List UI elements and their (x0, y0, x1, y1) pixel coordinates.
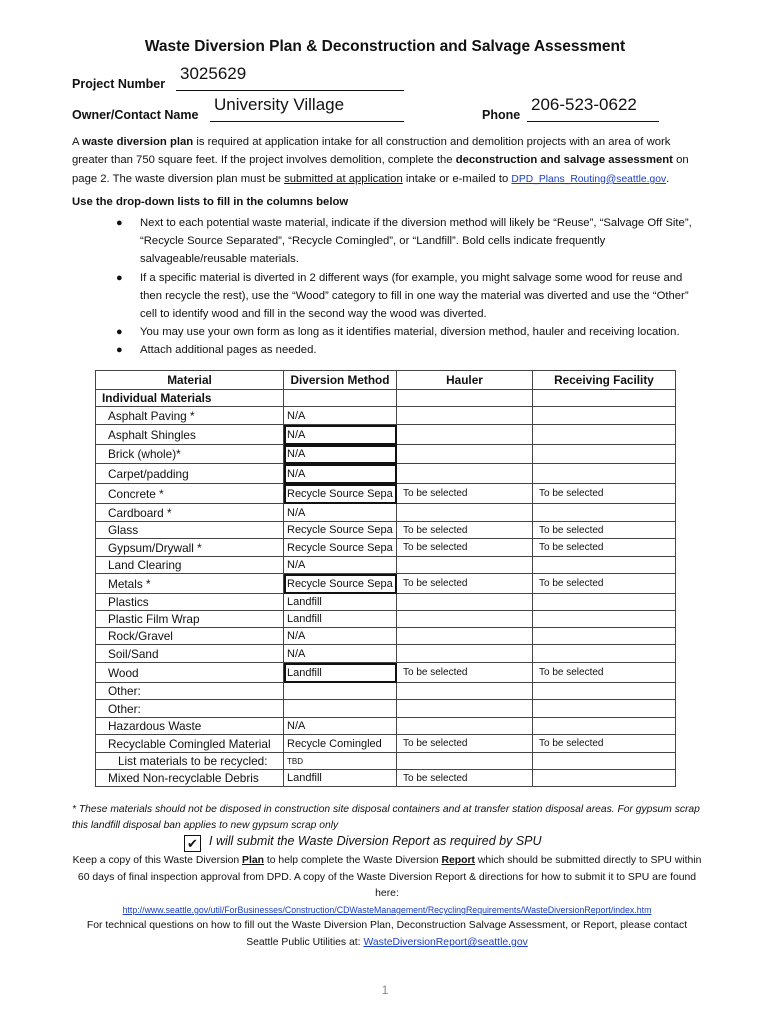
material-cell: Other: (96, 683, 284, 700)
material-cell: Recyclable Comingled Material (96, 735, 284, 753)
header-diversion-method: Diversion Method (284, 371, 397, 390)
receiving-facility-select[interactable] (533, 425, 676, 445)
material-cell: Soil/Sand (96, 645, 284, 663)
hauler-select[interactable]: To be selected (397, 663, 533, 683)
instruction-item (114, 323, 704, 341)
dropdown-heading: Use the drop-down lists to fill in the columns below (72, 196, 349, 208)
diversion-method-select[interactable]: Recycle Comingled (284, 735, 397, 753)
table-row (96, 770, 676, 787)
project-number-field[interactable]: 3025629 (176, 64, 404, 91)
receiving-facility-select[interactable] (533, 718, 676, 735)
hauler-select[interactable] (397, 753, 533, 770)
receiving-facility-select[interactable] (533, 557, 676, 574)
owner-label: Owner/Contact Name (72, 108, 199, 122)
intro-bold: deconstruction and salvage assessment (455, 154, 673, 167)
page-title: Waste Diversion Plan & Deconstruction and Salvage Assessment (144, 38, 626, 55)
header-material: Material (96, 371, 284, 390)
table-row (96, 683, 676, 700)
table-row (96, 407, 676, 425)
instruction-item (114, 269, 704, 324)
instruction-text: Attach additional pages as needed. (140, 344, 317, 357)
receiving-facility-select[interactable] (533, 683, 676, 700)
materials-table (95, 370, 676, 787)
section-row (96, 390, 676, 407)
hauler-select[interactable] (397, 718, 533, 735)
diversion-method-select[interactable]: Recycle Source Sepa (284, 484, 397, 504)
spu-email-link[interactable]: WasteDiversionReport@seattle.gov (363, 937, 528, 948)
table-header-row (96, 371, 676, 390)
intro-text: . (666, 172, 670, 185)
phone-field[interactable]: 206-523-0622 (527, 95, 659, 122)
receiving-facility-select[interactable]: To be selected (533, 574, 676, 594)
report-checkbox-label: I will submit the Waste Diversion Report as required by SPU (209, 834, 542, 848)
material-cell: Carpet/padding (96, 464, 284, 484)
receiving-facility-select[interactable] (533, 753, 676, 770)
hauler-select[interactable] (397, 557, 533, 574)
table-row (96, 718, 676, 735)
material-cell: Wood (96, 663, 284, 683)
material-cell: Land Clearing (96, 557, 284, 574)
section-label: Individual Materials (96, 390, 284, 407)
technical-questions: For technical questions on how to fill out the Waste Diversion Plan, Deconstruction Salvage Assessment, or Report, please contact (86, 920, 688, 931)
table-row (96, 539, 676, 557)
diversion-method-select[interactable]: Landfill (284, 770, 397, 787)
keep-copy-text: to help complete the Waste Diversion (263, 855, 442, 866)
intro-text: is required at application intake for all construction and demolition projects with an area of work greater than 750 square feet. If the project involves demolition, complete the (72, 136, 671, 167)
hauler-select[interactable] (397, 611, 533, 628)
project-number-label: Project Number (72, 77, 166, 91)
intro-paragraph (72, 133, 702, 189)
table-row (96, 700, 676, 718)
receiving-facility-select[interactable] (533, 464, 676, 484)
diversion-method-select[interactable]: Recycle Source Sepa (284, 574, 397, 594)
hauler-select[interactable]: To be selected (397, 484, 533, 504)
keep-copy-paragraph (72, 853, 702, 903)
material-cell: Concrete * (96, 484, 284, 504)
hauler-select[interactable] (397, 645, 533, 663)
hauler-select[interactable]: To be selected (397, 770, 533, 787)
receiving-facility-select[interactable] (533, 700, 676, 718)
hauler-select[interactable] (397, 700, 533, 718)
report-url-link[interactable]: http://www.seattle.gov/util/ForBusinesses/Construction/CDWasteManagement/RecyclingRequirements/WasteDiversionReport/index.htm (122, 905, 652, 915)
empty-cell (397, 390, 533, 407)
receiving-facility-select[interactable] (533, 611, 676, 628)
receiving-facility-select[interactable]: To be selected (533, 539, 676, 557)
hauler-select[interactable] (397, 407, 533, 425)
diversion-method-select[interactable]: Recycle Source Sepa (284, 539, 397, 557)
contact-prefix: Seattle Public Utilities at: (246, 937, 364, 948)
diversion-method-select[interactable]: N/A (284, 718, 397, 735)
intro-underline: submitted at application (284, 172, 403, 185)
empty-cell (533, 390, 676, 407)
diversion-method-select[interactable] (284, 700, 397, 718)
table-row (96, 645, 676, 663)
receiving-facility-select[interactable] (533, 628, 676, 645)
hauler-select[interactable] (397, 683, 533, 700)
receiving-facility-select[interactable] (533, 407, 676, 425)
table-row (96, 574, 676, 594)
material-cell: Glass (96, 522, 284, 539)
table-row (96, 557, 676, 574)
receiving-facility-select[interactable] (533, 445, 676, 464)
receiving-facility-select[interactable] (533, 645, 676, 663)
dpd-email-link[interactable]: DPD_Plans_Routing@seattle.gov (511, 173, 667, 185)
table-row (96, 464, 676, 484)
material-cell: Plastics (96, 594, 284, 611)
diversion-method-select[interactable]: N/A (284, 628, 397, 645)
material-cell: Gypsum/Drywall * (96, 539, 284, 557)
instruction-item (114, 214, 704, 269)
diversion-method-select[interactable]: N/A (284, 504, 397, 522)
contact-line (72, 935, 702, 952)
table-row (96, 611, 676, 628)
diversion-method-select[interactable] (284, 683, 397, 700)
hauler-select[interactable] (397, 504, 533, 522)
hauler-select[interactable]: To be selected (397, 539, 533, 557)
receiving-facility-select[interactable]: To be selected (533, 522, 676, 539)
table-row (96, 522, 676, 539)
material-cell: Cardboard * (96, 504, 284, 522)
receiving-facility-select[interactable]: To be selected (533, 735, 676, 753)
hauler-select[interactable] (397, 464, 533, 484)
keep-copy-bold: Report (441, 855, 475, 866)
phone-label: Phone (482, 108, 521, 122)
diversion-method-select[interactable]: N/A (284, 464, 397, 484)
table-row (96, 735, 676, 753)
intro-bold: waste diversion plan (82, 136, 194, 148)
hauler-select[interactable] (397, 425, 533, 445)
owner-field[interactable]: University Village (210, 95, 404, 122)
materials-table-body (96, 390, 676, 787)
empty-cell (284, 390, 397, 407)
receiving-facility-select[interactable] (533, 504, 676, 522)
header-hauler: Hauler (397, 371, 533, 390)
diversion-method-select[interactable]: Landfill (284, 611, 397, 628)
intro-text: A (72, 136, 83, 148)
report-url-line (72, 902, 702, 919)
instruction-text: You may use your own form as long as it identifies material, diversion method, hauler and receiving location. (140, 326, 680, 339)
instruction-text: Next to each potential waste material, indicate if the diversion method will likely be “Reuse”, “Salvage Off Site”, “Recycle Source Separated”, “Recycle Comingled”, or “Landfill”. Bold cells indicate frequently salvageable/reusable materials. (140, 217, 692, 266)
report-checkbox[interactable]: ✔ (184, 835, 201, 852)
hauler-select[interactable]: To be selected (397, 735, 533, 753)
diversion-method-select[interactable]: TBD (284, 753, 397, 770)
instruction-item (114, 341, 704, 359)
table-row (96, 425, 676, 445)
bullet-icon: ● (116, 326, 123, 339)
diversion-method-select[interactable]: Landfill (284, 594, 397, 611)
table-row (96, 663, 676, 683)
material-cell: Hazardous Waste (96, 718, 284, 735)
material-cell: Asphalt Paving * (96, 407, 284, 425)
material-cell: Plastic Film Wrap (96, 611, 284, 628)
table-row (96, 753, 676, 770)
material-cell: Metals * (96, 574, 284, 594)
receiving-facility-select[interactable] (533, 594, 676, 611)
intro-text: on page 2. The waste diversion plan must be (72, 154, 689, 185)
hauler-select[interactable]: To be selected (397, 522, 533, 539)
diversion-method-select[interactable]: N/A (284, 645, 397, 663)
report-checkbox-line (184, 834, 542, 852)
header-receiving-facility: Receiving Facility (533, 371, 676, 390)
diversion-method-select[interactable]: N/A (284, 445, 397, 464)
material-cell: Brick (whole)* (96, 445, 284, 464)
keep-copy-bold: Plan (242, 855, 264, 866)
bullet-icon: ● (116, 217, 123, 229)
diversion-method-select[interactable]: N/A (284, 425, 397, 445)
receiving-facility-select[interactable]: To be selected (533, 663, 676, 683)
receiving-facility-select[interactable] (533, 770, 676, 787)
bullet-icon: ● (116, 271, 123, 284)
keep-copy-text: which should be submitted directly to SPU within 60 days of final inspection approval from DPD. A copy of the Waste Diversion Report & directions for how to submit it to SPU are found here: (77, 855, 702, 899)
material-cell: List materials to be recycled: (96, 753, 284, 770)
table-row (96, 594, 676, 611)
hauler-select[interactable] (397, 628, 533, 645)
instruction-text: If a specific material is diverted in 2 different ways (for example, you might salvage some wood for reuse and then recycle the rest), use the “Wood” category to fill in one way the material was diverted and use the “Other” cell to identify wood and fill in the second way the wood was diverted. (140, 271, 689, 321)
diversion-method-select[interactable]: N/A (284, 557, 397, 574)
intro-text: intake or e-mailed to (402, 172, 512, 185)
page-number: 1 (381, 983, 389, 997)
diversion-method-select[interactable]: N/A (284, 407, 397, 425)
table-row (96, 504, 676, 522)
diversion-method-select[interactable]: Recycle Source Sepa (284, 522, 397, 539)
hauler-select[interactable] (397, 594, 533, 611)
table-row (96, 484, 676, 504)
instruction-list (114, 214, 704, 360)
diversion-method-select[interactable]: Landfill (284, 663, 397, 683)
receiving-facility-select[interactable]: To be selected (533, 484, 676, 504)
table-row (96, 628, 676, 645)
bullet-icon: ● (116, 344, 123, 357)
keep-copy-text: Keep a copy of this Waste Diversion (72, 855, 243, 866)
hauler-select[interactable] (397, 445, 533, 464)
footnote: * These materials should not be disposed in construction site disposal containers and at transfer station disposal areas. For gypsum scrap this landfill disposal ban applies to new gypsum scrap only (72, 804, 700, 831)
material-cell: Asphalt Shingles (96, 425, 284, 445)
material-cell: Rock/Gravel (96, 628, 284, 645)
material-cell: Mixed Non-recyclable Debris (96, 770, 284, 787)
hauler-select[interactable]: To be selected (397, 574, 533, 594)
table-row (96, 445, 676, 464)
material-cell: Other: (96, 700, 284, 718)
